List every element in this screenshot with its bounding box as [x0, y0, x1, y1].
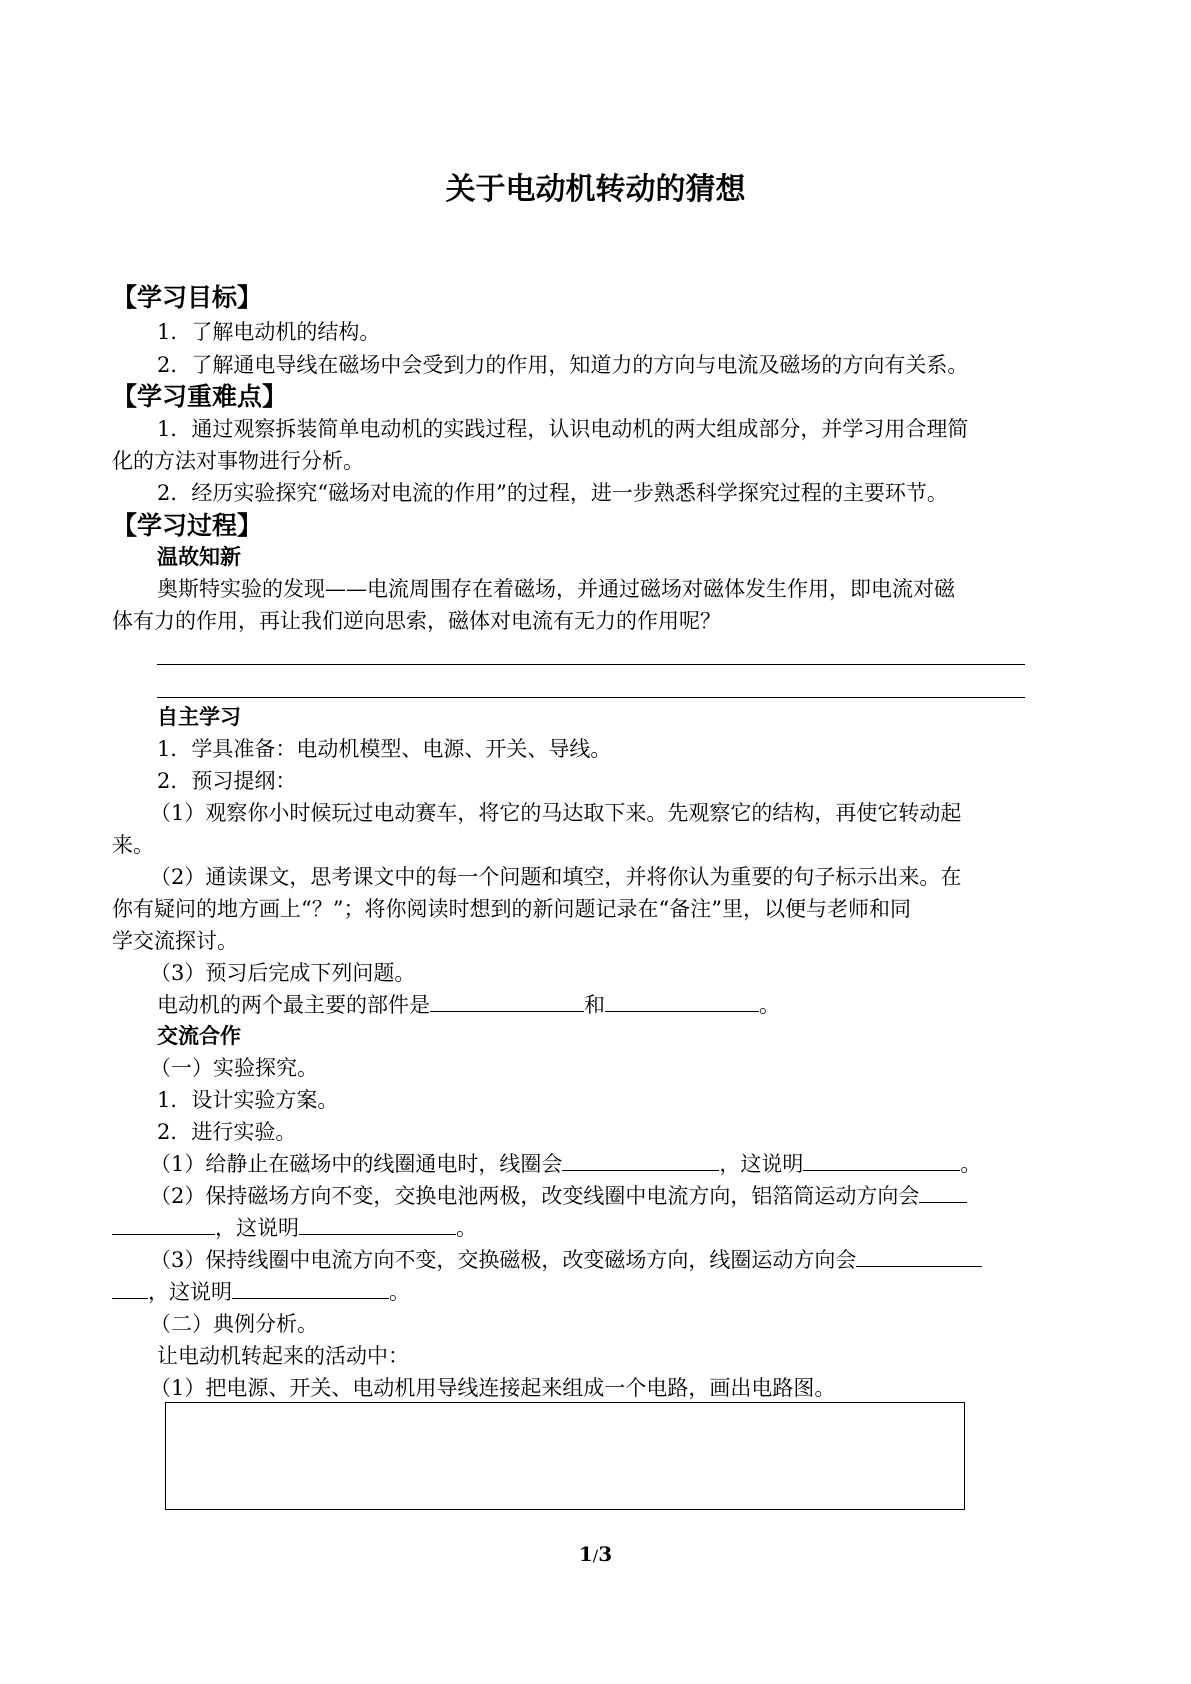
question-text: ，这说明 — [215, 1216, 299, 1240]
key-point-item: 1．通过观察拆装简单电动机的实践过程，认识电动机的两大组成部分，并学习用合理简 — [157, 417, 969, 441]
list-item: （3）预习后完成下列问题。 — [150, 961, 416, 985]
fill-in-question — [150, 1245, 982, 1275]
list-item-continued: 学交流探讨。 — [112, 929, 238, 953]
fill-in-question — [150, 1149, 981, 1179]
answer-line[interactable] — [157, 664, 1025, 665]
fill-blank[interactable] — [299, 1234, 456, 1235]
fill-blank[interactable] — [112, 1298, 148, 1299]
question-text: （3）保持线圈中电流方向不变，交换磁极，改变磁场方向，线圈运动方向会 — [150, 1248, 857, 1272]
fill-in-question-continued — [112, 1277, 410, 1307]
fill-blank[interactable] — [562, 1170, 719, 1171]
question-text: （1）给静止在磁场中的线圈通电时，线圈会 — [150, 1152, 563, 1176]
fill-blank[interactable] — [856, 1266, 982, 1267]
page-separator: / — [592, 1546, 599, 1565]
paragraph-line: 让电动机转起来的活动中： — [157, 1344, 409, 1368]
list-item: （二）典例分析。 — [150, 1312, 318, 1336]
list-item: （1）把电源、开关、电动机用导线连接起来组成一个电路，画出电路图。 — [150, 1376, 836, 1400]
goal-item: 1．了解电动机的结构。 — [157, 320, 381, 344]
list-item-continued: 你有疑问的地方画上“？”；将你阅读时想到的新问题记录在“备注”里，以便与老师和同 — [112, 897, 911, 921]
paragraph-line: 体有力的作用，再让我们逆向思索，磁体对电流有无力的作用呢？ — [112, 609, 721, 633]
question-text: 。 — [960, 1152, 982, 1176]
list-item: 2．进行实验。 — [157, 1120, 297, 1144]
list-item-continued: 来。 — [112, 833, 154, 857]
subheading-cooperation: 交流合作 — [157, 1024, 241, 1048]
goal-item: 2．了解通电导线在磁场中会受到力的作用，知道力的方向与电流及磁场的方向有关系。 — [157, 353, 969, 377]
paragraph-line: 奥斯特实验的发现——电流周围存在着磁场，并通过磁场对磁体发生作用，即电流对磁 — [157, 577, 955, 601]
fill-blank[interactable] — [803, 1170, 960, 1171]
question-text: ，这说明 — [719, 1152, 804, 1176]
fill-blank[interactable] — [919, 1202, 967, 1203]
question-text: 和 — [584, 993, 605, 1017]
list-item: 1．设计实验方案。 — [157, 1088, 339, 1112]
question-text: 。 — [759, 993, 780, 1017]
fill-in-question — [157, 990, 780, 1020]
subheading-review: 温故知新 — [157, 545, 241, 569]
list-item: （1）观察你小时候玩过电动赛车，将它的马达取下来。先观察它的结构，再使它转动起 — [150, 801, 962, 825]
list-item: （一）实验探究。 — [150, 1056, 318, 1080]
fill-in-question-continued — [112, 1213, 477, 1243]
question-text: 电动机的两个最主要的部件是 — [157, 993, 430, 1017]
fill-blank[interactable] — [605, 1011, 759, 1012]
circuit-drawing-box[interactable] — [165, 1402, 965, 1510]
question-text: 。 — [389, 1280, 410, 1304]
fill-blank[interactable] — [430, 1011, 584, 1012]
page-title: 关于电动机转动的猜想 — [445, 172, 746, 207]
key-point-item: 2．经历实验探究“磁场对电流的作用”的过程，进一步熟悉科学探究过程的主要环节。 — [157, 481, 948, 505]
section-heading-process: 【学习过程】 — [112, 511, 263, 540]
list-item: （2）通读课文，思考课文中的每一个问题和填空，并将你认为重要的句子标示出来。在 — [150, 865, 962, 889]
page-current: 1 — [578, 1542, 593, 1566]
page-number — [0, 1540, 1191, 1570]
subheading-self-study: 自主学习 — [157, 705, 241, 729]
section-heading-goals: 【学习目标】 — [112, 283, 263, 312]
fill-blank[interactable] — [232, 1298, 389, 1299]
question-text: （2）保持磁场方向不变，交换电池两极，改变线圈中电流方向，铝箔筒运动方向会 — [150, 1184, 920, 1208]
fill-blank[interactable] — [112, 1234, 215, 1235]
fill-in-question — [150, 1181, 967, 1211]
answer-line[interactable] — [157, 697, 1025, 698]
page-total: 3 — [598, 1542, 613, 1566]
question-text: 。 — [456, 1216, 477, 1240]
list-item: 2．预习提纲： — [157, 769, 297, 793]
question-text: ，这说明 — [148, 1280, 232, 1304]
key-point-item-continued: 化的方法对事物进行分析。 — [112, 449, 364, 473]
list-item: 1．学具准备：电动机模型、电源、开关、导线。 — [157, 737, 612, 761]
section-heading-key-points: 【学习重难点】 — [112, 382, 288, 411]
